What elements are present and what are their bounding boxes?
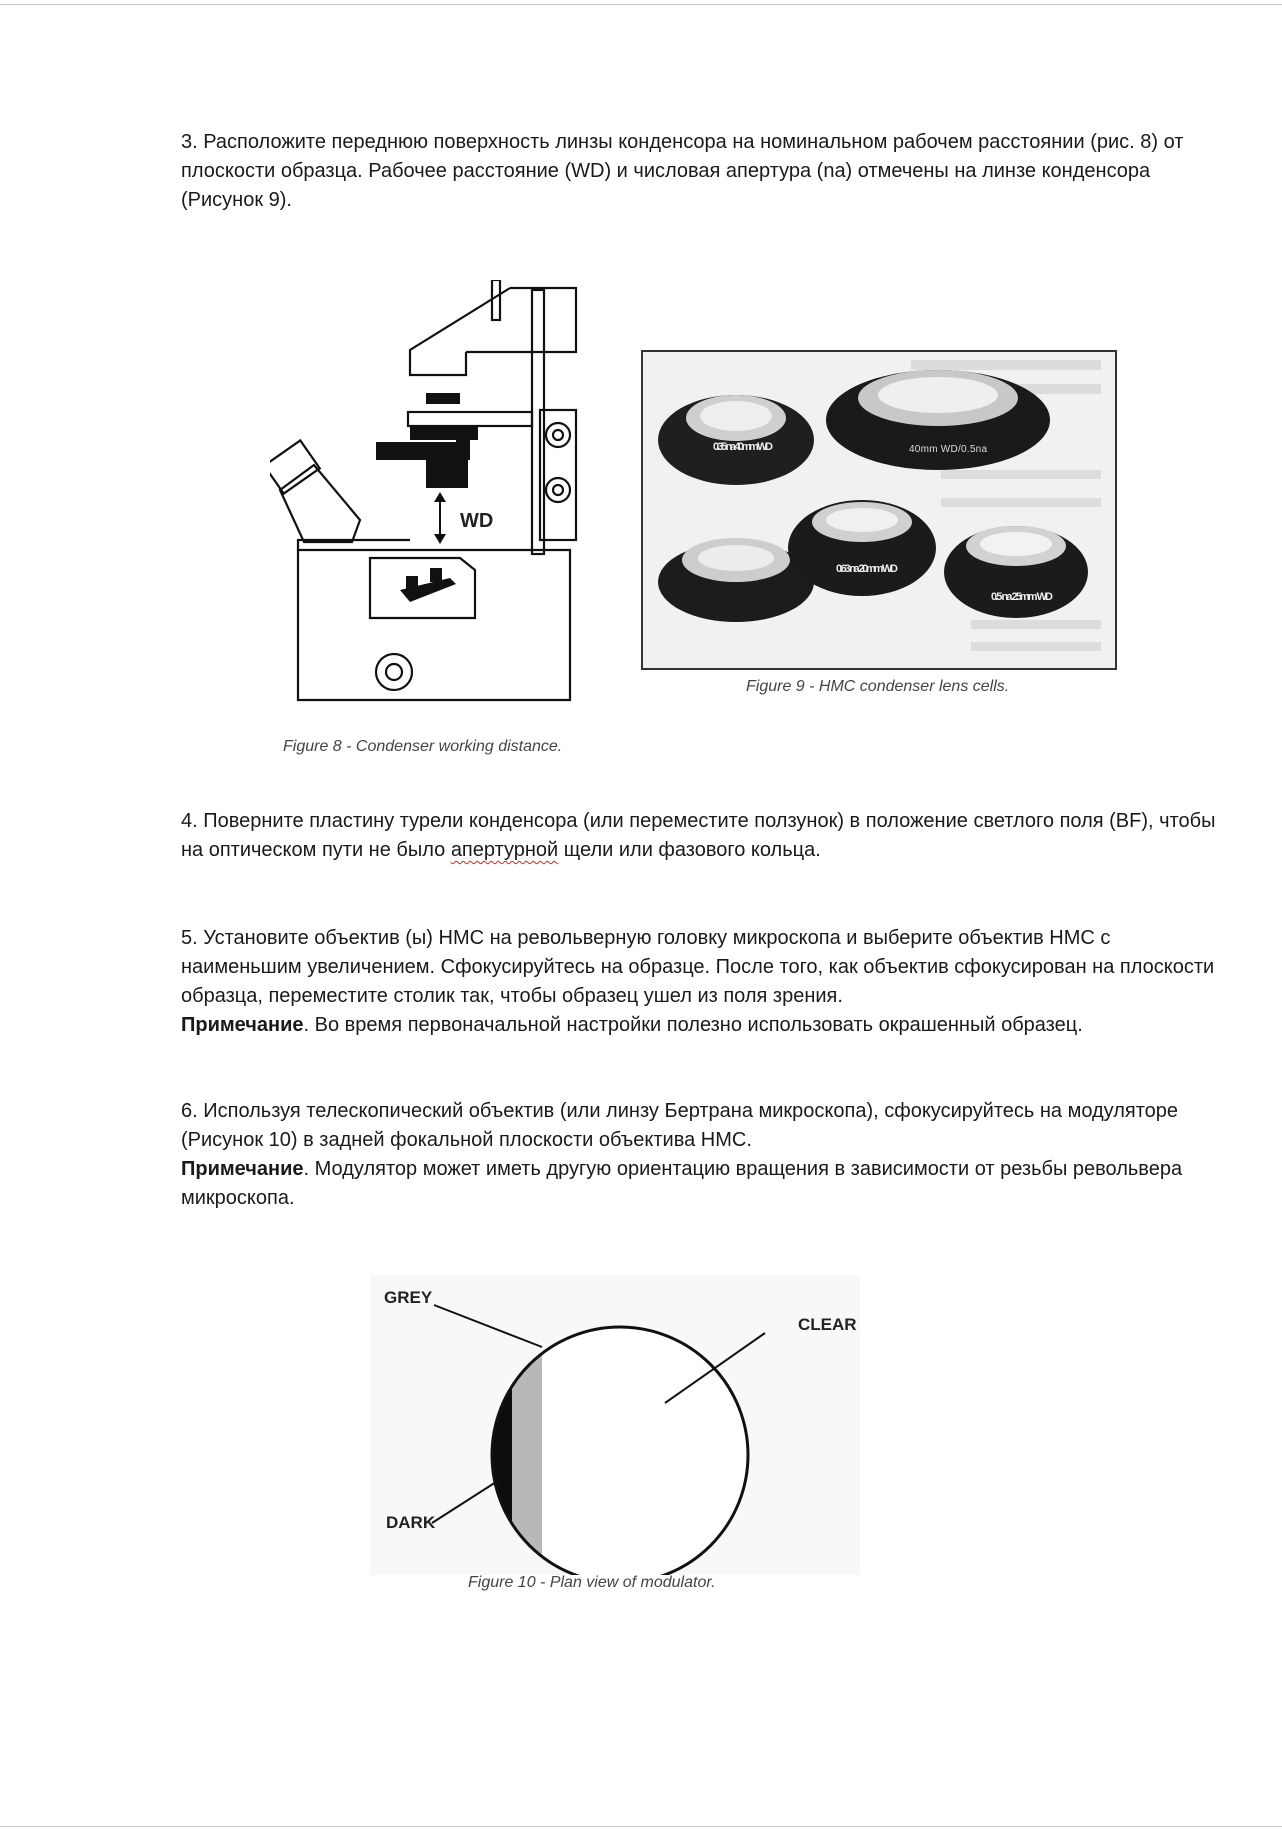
paragraph-step-6-text: 6. Используя телескопический объектив (или линзу Бертрана микроскопа), сфокусируйтесь на модуляторе (Рисунок 10) в задней фокальной плоскости объектива HMC. xyxy=(181,1100,1179,1151)
lens-label-2: 40mm WD/0.5na xyxy=(909,444,987,455)
lens-label-1: 0.35 na 40mm WD xyxy=(713,441,773,453)
note-label: Примечание xyxy=(181,1158,304,1180)
paragraph-step-4-part1: 4. Поверните пластину турели конденсора (или переместите ползунок) в положение светлого поля (BF), чтобы на оптическом пути не было xyxy=(181,810,1216,861)
wd-label: WD xyxy=(460,510,494,532)
note-text: . Модулятор может иметь другую ориентацию вращения в зависимости от резьбы револьвера микроскопа. xyxy=(181,1158,1183,1209)
note-label: Примечание xyxy=(181,1014,304,1036)
note-text: . Во время первоначальной настройки полезно использовать окрашенный образец. xyxy=(303,1014,1083,1036)
figure-10-modulator-diagram xyxy=(370,1275,860,1575)
figure-9-caption: Figure 9 - HMC condenser lens cells. xyxy=(746,678,1010,695)
figure-9-lens-cells-photo xyxy=(641,350,1117,670)
dark-label: DARK xyxy=(386,1513,436,1532)
lens-label-3: 0.63 na 20mm WD xyxy=(836,563,898,575)
grey-label: GREY xyxy=(384,1288,433,1307)
page-edge-bottom xyxy=(0,1826,1282,1827)
figure-8-caption: Figure 8 - Condenser working distance. xyxy=(283,738,563,755)
clear-label: CLEAR xyxy=(798,1315,857,1334)
figure-8-microscope-diagram xyxy=(270,280,590,740)
paragraph-step-4-part2: щели или фазового кольца. xyxy=(558,839,821,861)
paragraph-step-6 xyxy=(181,1097,1221,1213)
paragraph-step-4 xyxy=(181,807,1221,865)
misspelled-word[interactable]: апертурной xyxy=(450,839,559,861)
paragraph-step-3: 3. Расположите переднюю поверхность линзы конденсора на номинальном рабочем расстоянии (рис. 8) от плоскости образца. Рабочее расстояние (WD) и числовая апертура (na) отмечены на линзе конденсора (Рисунок 9). xyxy=(181,131,1184,211)
page-edge-top xyxy=(0,4,1282,5)
paragraph-step-5 xyxy=(181,924,1221,1040)
lens-label-4: 0.5 na 25mm WD xyxy=(991,591,1053,603)
figure-10-caption: Figure 10 - Plan view of modulator. xyxy=(468,1574,716,1591)
paragraph-step-5-text: 5. Установите объектив (ы) HMC на револьверную головку микроскопа и выберите объектив HMC с наименьшим увеличением. Сфокусируйтесь на образце. После того, как объектив сфокусирован на плоскости образца, переместите столик так, чтобы образец ушел из поля зрения. xyxy=(181,927,1215,1007)
